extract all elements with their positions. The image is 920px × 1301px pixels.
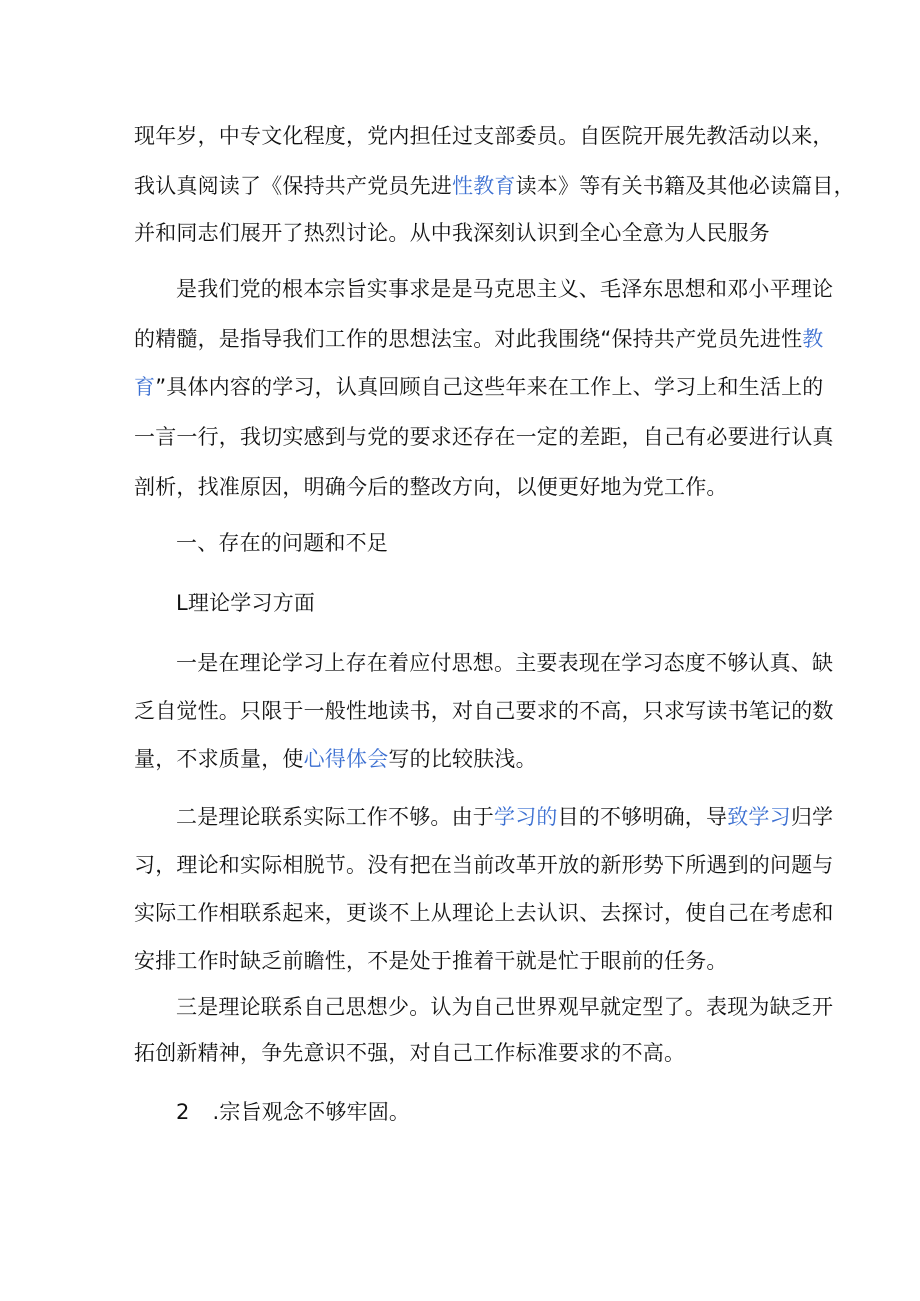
- text-run: 实际工作相联系起来，更谈不上从理论上去认识、去探讨，使自己在考虑和: [134, 901, 834, 925]
- section-heading: [176, 528, 846, 558]
- heading-text: L理论学习方面: [176, 591, 316, 615]
- heading-text: .宗旨观念不够牢固。: [212, 1100, 411, 1124]
- text-run: 一言一行，我切实感到与党的要求还存在一定的差距，自己有必要进行认真: [134, 425, 834, 449]
- subsection-heading: [176, 588, 846, 618]
- text-run: 乏自觉性。只限于一般性地读书，对自己要求的不高，只求写读书笔记的数: [134, 699, 834, 723]
- paragraph-line: [134, 372, 824, 402]
- text-run: 我认真阅读了《保持共产党员先进: [134, 174, 452, 198]
- paragraph-line: [176, 802, 846, 832]
- section-number: 2: [176, 1100, 190, 1124]
- text-run: 剖析，找准原因，明确今后的整改方向，以便更好地为党工作。: [134, 475, 728, 499]
- text-run: 的精髓，是指导我们工作的思想法宝。对此我围绕“保持共产党员先进性: [134, 327, 803, 351]
- text-run: 安排工作时缺乏前瞻性，不是处于推着干就是忙于眼前的任务。: [134, 949, 728, 973]
- subsection-heading: [176, 1097, 846, 1127]
- text-run: 习，理论和实际相脱节。没有把在当前改革开放的新形势下所遇到的问题与: [134, 853, 834, 877]
- paragraph-line: [134, 171, 855, 201]
- text-run: 是我们党的根本宗旨实事求是是马克思主义、毛泽东思想和邓小平理论: [176, 277, 834, 301]
- paragraph-line: [134, 121, 834, 151]
- text-run: ”具体内容的学习，认真回顾自己这些年来在工作上、学习上和生活上的: [155, 375, 824, 399]
- paragraph-line: [176, 992, 846, 1022]
- paragraph-line: [134, 696, 834, 726]
- paragraph-line: [134, 946, 804, 976]
- paragraph-line: [176, 274, 846, 304]
- paragraph-line: [134, 324, 824, 354]
- paragraph-line: [134, 218, 804, 248]
- text-run: 拓创新精神，争先意识不强，对自己工作标准要求的不高。: [134, 1041, 686, 1065]
- text-run: 并和同志们展开了热烈讨论。从中我深刻认识到全心全意为人民服务: [134, 221, 770, 245]
- text-run: 现年岁，中专文化程度，党内担任过支部委员。自医院开展先教活动以来，: [134, 124, 834, 148]
- text-run: 写的比较肤浅。: [388, 747, 537, 771]
- keyword-link[interactable]: 心得体会: [303, 747, 389, 771]
- text-run: 目的不够明确，导: [557, 805, 728, 829]
- paragraph-line: [134, 472, 804, 502]
- keyword-link[interactable]: 性教育: [452, 174, 516, 198]
- keyword-link[interactable]: 学习的: [494, 805, 558, 829]
- paragraph-line: [176, 648, 846, 678]
- keyword-link[interactable]: 育: [134, 375, 156, 399]
- heading-text: 一、存在的问题和不足: [176, 531, 388, 555]
- text-run: 归学: [790, 805, 834, 829]
- paragraph-line: [134, 850, 834, 880]
- keyword-link[interactable]: 教: [802, 327, 824, 351]
- text-run: 读本》等有关书籍及其他必读篇目，: [515, 174, 855, 198]
- keyword-link[interactable]: 致学习: [727, 805, 791, 829]
- paragraph-line: [134, 422, 834, 452]
- paragraph-line: [134, 898, 834, 928]
- paragraph-line: [134, 1038, 804, 1068]
- text-run: 量，不求质量，使: [134, 747, 304, 771]
- text-run: 二是理论联系实际工作不够。由于: [176, 805, 494, 829]
- paragraph-line: [134, 744, 804, 774]
- text-run: 三是理论联系自己思想少。认为自己世界观早就定型了。表现为缺乏开: [176, 995, 834, 1019]
- text-run: 一是在理论学习上存在着应付思想。主要表现在学习态度不够认真、缺: [176, 651, 834, 675]
